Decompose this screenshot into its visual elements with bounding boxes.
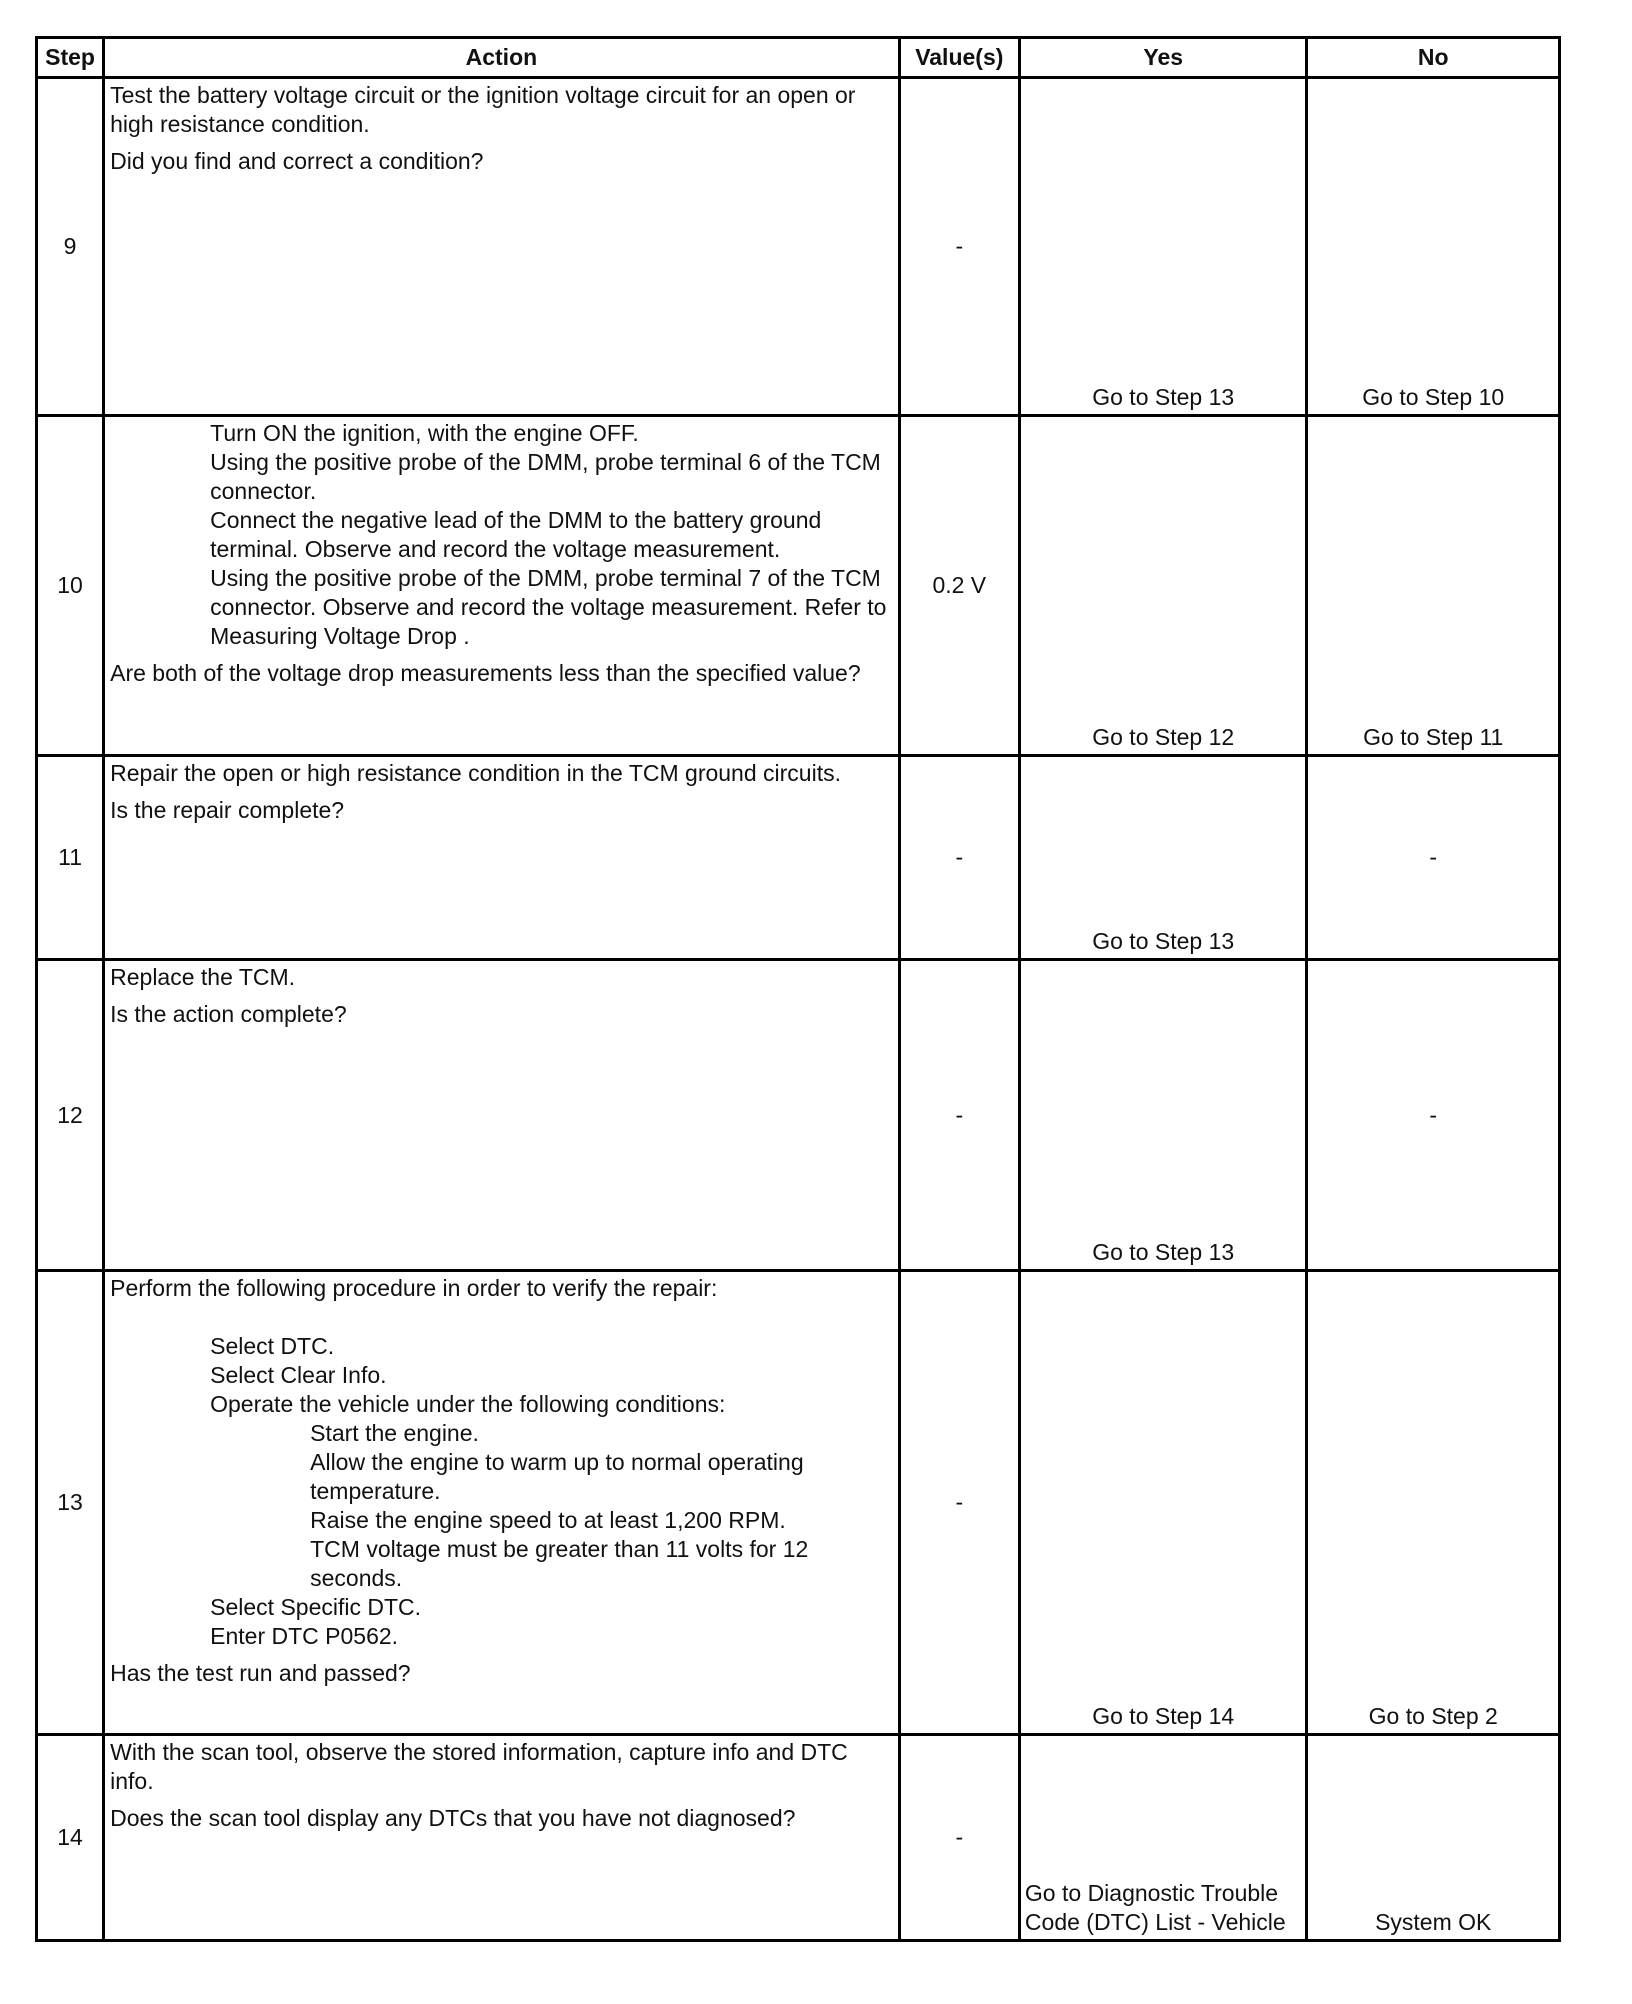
table-row-step-9 xyxy=(37,78,1560,416)
header-values: Value(s) xyxy=(899,38,1019,78)
action-cell xyxy=(104,416,900,756)
procedure-item: Operate the vehicle under the following conditions: xyxy=(210,1391,726,1417)
procedure-item: Using the positive probe of the DMM, probe terminal 6 of the TCM connector. xyxy=(210,449,881,504)
procedure-item: Select Clear Info. xyxy=(210,1362,387,1388)
step-number: 13 xyxy=(37,1271,104,1735)
yes-outcome: Go to Diagnostic Trouble Code (DTC) List - Vehicle xyxy=(1019,1735,1307,1941)
conditions-list xyxy=(110,1419,894,1593)
condition-item: TCM voltage must be greater than 11 volts for 12 seconds. xyxy=(310,1536,809,1591)
yes-outcome: Go to Step 13 xyxy=(1019,78,1307,416)
procedure-item: Connect the negative lead of the DMM to the battery ground terminal. Observe and record the voltage measurement. xyxy=(210,507,822,562)
action-text: Perform the following procedure in order to verify the repair: xyxy=(110,1275,718,1301)
diagnostic-table xyxy=(35,36,1561,1942)
no-outcome: Go to Step 10 xyxy=(1307,78,1560,416)
header-yes: Yes xyxy=(1019,38,1307,78)
action-question: Does the scan tool display any DTCs that you have not diagnosed? xyxy=(110,1805,796,1831)
table-row-step-11 xyxy=(37,756,1560,960)
action-cell xyxy=(104,756,900,960)
yes-outcome: Go to Step 13 xyxy=(1019,960,1307,1271)
action-cell xyxy=(104,1271,900,1735)
value-cell: - xyxy=(899,960,1019,1271)
action-cell xyxy=(104,78,900,416)
step-number: 12 xyxy=(37,960,104,1271)
condition-item: Raise the engine speed to at least 1,200 RPM. xyxy=(310,1507,786,1533)
yes-outcome: Go to Step 14 xyxy=(1019,1271,1307,1735)
table-row-step-12 xyxy=(37,960,1560,1271)
value-cell: - xyxy=(899,78,1019,416)
action-text: Repair the open or high resistance condition in the TCM ground circuits. xyxy=(110,760,841,786)
procedure-list xyxy=(110,1332,894,1419)
no-outcome: - xyxy=(1307,960,1560,1271)
yes-outcome: Go to Step 12 xyxy=(1019,416,1307,756)
action-question: Is the repair complete? xyxy=(110,797,345,823)
procedure-item: Using the positive probe of the DMM, probe terminal 7 of the TCM connector. Observe and record the voltage measurement. Refer to Measuring Voltage Drop . xyxy=(210,565,887,649)
condition-item: Allow the engine to warm up to normal operating temperature. xyxy=(310,1449,804,1504)
yes-outcome: Go to Step 13 xyxy=(1019,756,1307,960)
action-cell xyxy=(104,1735,900,1941)
action-question: Has the test run and passed? xyxy=(110,1660,411,1686)
action-cell xyxy=(104,960,900,1271)
action-question: Is the action complete? xyxy=(110,1001,347,1027)
header-action: Action xyxy=(104,38,900,78)
no-outcome: System OK xyxy=(1307,1735,1560,1941)
no-outcome: Go to Step 2 xyxy=(1307,1271,1560,1735)
procedure-item: Select DTC. xyxy=(210,1333,335,1359)
procedure-item: Enter DTC P0562. xyxy=(210,1623,399,1649)
header-step: Step xyxy=(37,38,104,78)
action-text: Replace the TCM. xyxy=(110,964,296,990)
table-row-step-13 xyxy=(37,1271,1560,1735)
action-question: Are both of the voltage drop measurements less than the specified value? xyxy=(110,660,861,686)
step-number: 9 xyxy=(37,78,104,416)
action-text: With the scan tool, observe the stored information, capture info and DTC info. xyxy=(110,1739,848,1794)
value-cell: - xyxy=(899,1271,1019,1735)
table-row-step-10 xyxy=(37,416,1560,756)
header-row xyxy=(37,38,1560,78)
table-row-step-14 xyxy=(37,1735,1560,1941)
procedure-list xyxy=(110,419,894,651)
action-text: Test the battery voltage circuit or the ignition voltage circuit for an open or high resistance condition. xyxy=(110,82,856,137)
step-number: 14 xyxy=(37,1735,104,1941)
value-cell: 0.2 V xyxy=(899,416,1019,756)
procedure-list xyxy=(110,1593,894,1651)
step-number: 11 xyxy=(37,756,104,960)
no-outcome: Go to Step 11 xyxy=(1307,416,1560,756)
action-question: Did you find and correct a condition? xyxy=(110,148,484,174)
step-number: 10 xyxy=(37,416,104,756)
procedure-item: Select Specific DTC. xyxy=(210,1594,422,1620)
value-cell: - xyxy=(899,1735,1019,1941)
condition-item: Start the engine. xyxy=(310,1420,479,1446)
header-no: No xyxy=(1307,38,1560,78)
procedure-item: Turn ON the ignition, with the engine OFF. xyxy=(210,420,639,446)
value-cell: - xyxy=(899,756,1019,960)
no-outcome: - xyxy=(1307,756,1560,960)
